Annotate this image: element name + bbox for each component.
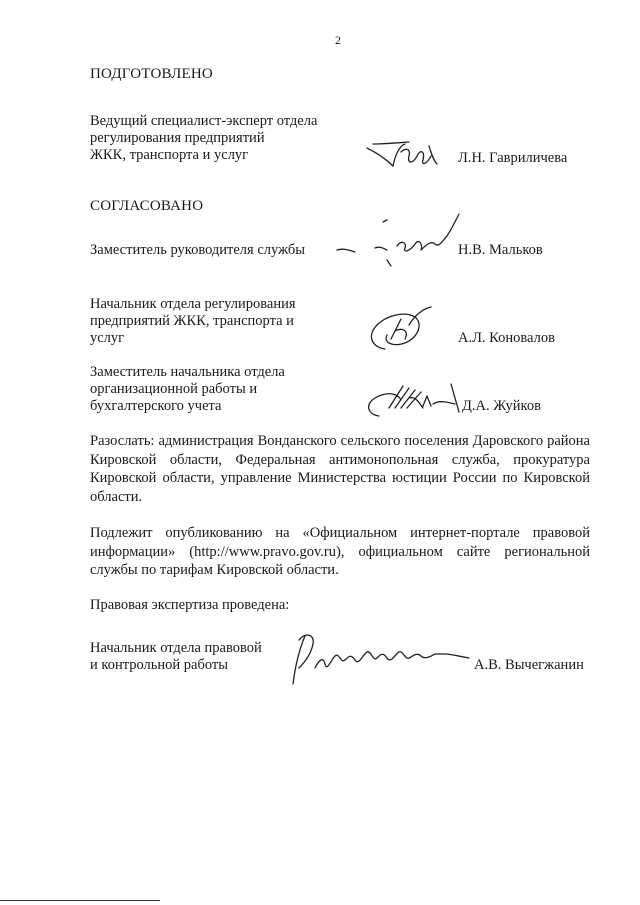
position-line: предприятий ЖКК, транспорта и [90, 313, 294, 329]
position-line: Начальник отдела регулирования [90, 296, 296, 312]
signer-name: Д.А. Жуйков [462, 398, 541, 414]
position-line: Ведущий специалист-эксперт отдела [90, 113, 318, 129]
position-line: Заместитель начальника отдела [90, 364, 285, 380]
position-line: ЖКК, транспорта и услуг [90, 147, 249, 163]
prepared-name: Л.Н. Гавриличева [458, 150, 568, 166]
prepared-position [90, 113, 317, 164]
position-line: услуг [90, 330, 125, 346]
prepared-heading: ПОДГОТОВЛЕНО [90, 66, 213, 82]
footer-rule [0, 900, 160, 901]
signature-zhuikov [365, 378, 465, 420]
signature-vychegzhanin [285, 628, 475, 686]
position-line: Начальник отдела правовой [90, 640, 262, 656]
signature-konovalov [365, 305, 435, 357]
signer-name: А.Л. Коновалов [458, 330, 555, 346]
legal-review-position [90, 640, 262, 674]
signer-position: Заместитель руководителя службы [90, 242, 306, 258]
position-line: и контрольной работы [90, 657, 228, 673]
distribution-paragraph: Разослать: администрация Вонданского сельского поселения Даровского района Кировской области, Федеральная антимонопольная служба, прокуратура Кировской области, управление Министерства юстиции России по Кировской области. [90, 433, 590, 505]
publication-paragraph: Подлежит опубликованию на «Официальном интернет-портале правовой информации» (http://www.pravo.gov.ru), официальном сайте региональной службы по тарифам Кировской области. [90, 525, 590, 578]
position-line: бухгалтерского учета [90, 398, 222, 414]
signature-gavrilicheva [365, 138, 445, 174]
position-line: организационной работы и [90, 381, 258, 397]
page-number: 2 [335, 33, 341, 47]
legal-review-name: А.В. Вычегжанин [474, 657, 584, 673]
signer-name: Н.В. Мальков [458, 242, 543, 258]
agreed-heading: СОГЛАСОВАНО [90, 198, 204, 214]
legal-review-note: Правовая экспертиза проведена: [90, 597, 290, 613]
signature-malkov [335, 210, 465, 270]
signer-position [90, 296, 296, 347]
signer-position [90, 364, 285, 415]
position-line: регулирования предприятий [90, 130, 265, 146]
